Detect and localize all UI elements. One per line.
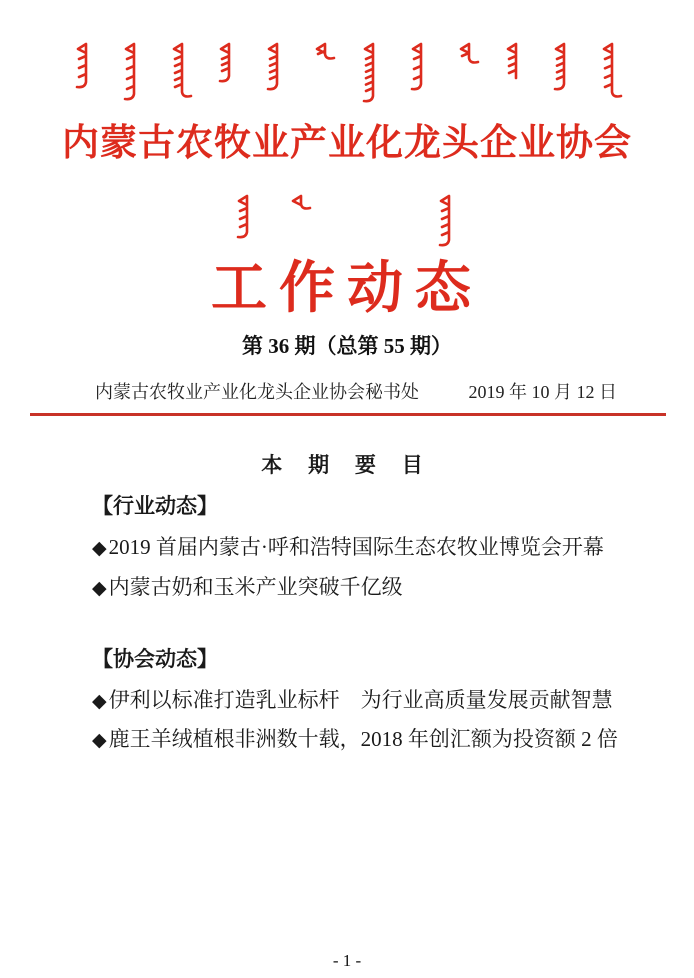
toc-heading: 本 期 要 目	[261, 454, 433, 477]
organization-title: 内蒙古农牧业产业化龙头企业协会	[62, 123, 632, 164]
toc-item	[92, 723, 654, 753]
page-number: - 1 -	[332, 951, 362, 970]
bulletin-title: 工作动态	[211, 258, 483, 320]
publisher-name: 内蒙古农牧业产业化龙头企业协会秘书处	[95, 382, 419, 402]
mongolian-script-word-icon	[502, 40, 528, 86]
mongolian-script-word-icon	[598, 40, 624, 100]
toc-item-text: 伊利以标准打造乳业标杆 为行业高质量发展贡献智慧	[108, 688, 613, 712]
issue-number: 第 36 期（总第 55 期）	[242, 334, 452, 358]
mongolian-banner-top	[72, 40, 624, 104]
mongolian-script-word-icon	[263, 40, 289, 92]
mongolian-script-word-icon	[311, 40, 337, 62]
publish-date: 2019 年 10 月 12 日	[468, 382, 617, 402]
diamond-bullet-icon: ◆	[92, 691, 107, 712]
mongolian-script-word-icon	[233, 192, 259, 240]
mongolian-script-word-icon	[168, 40, 194, 100]
diamond-bullet-icon: ◆	[92, 578, 107, 599]
mongolian-script-word-icon	[120, 40, 146, 102]
mongolian-banner-mid	[0, 192, 694, 248]
toc-item	[92, 684, 654, 714]
mongolian-script-word-icon	[359, 40, 385, 104]
toc-section-industry: 【行业动态】	[92, 495, 218, 518]
diamond-bullet-icon: ◆	[92, 538, 107, 559]
toc-section-association: 【协会动态】	[92, 648, 218, 671]
masthead-divider-rule	[30, 413, 666, 416]
toc-item-text: 鹿王羊绒植根非洲数十载，2018 年创汇额为投资额 2 倍	[108, 727, 618, 751]
toc-item-text: 内蒙古奶和玉米产业突破千亿级	[108, 575, 403, 599]
mongolian-script-word-icon	[407, 40, 433, 92]
toc-item	[92, 571, 654, 601]
toc-item-text: 2019 首届内蒙古·呼和浩特国际生态农牧业博览会开幕	[108, 535, 604, 559]
diamond-bullet-icon: ◆	[92, 730, 107, 751]
mongolian-script-word-icon	[72, 40, 98, 90]
mongolian-script-word-icon	[550, 40, 576, 92]
publisher-row	[95, 378, 617, 404]
toc-item	[92, 531, 654, 561]
mongolian-script-word-icon	[287, 192, 313, 212]
mongolian-script-word-icon	[455, 40, 481, 66]
mongolian-script-word-icon	[435, 192, 461, 248]
mongolian-script-word-icon	[215, 40, 241, 84]
